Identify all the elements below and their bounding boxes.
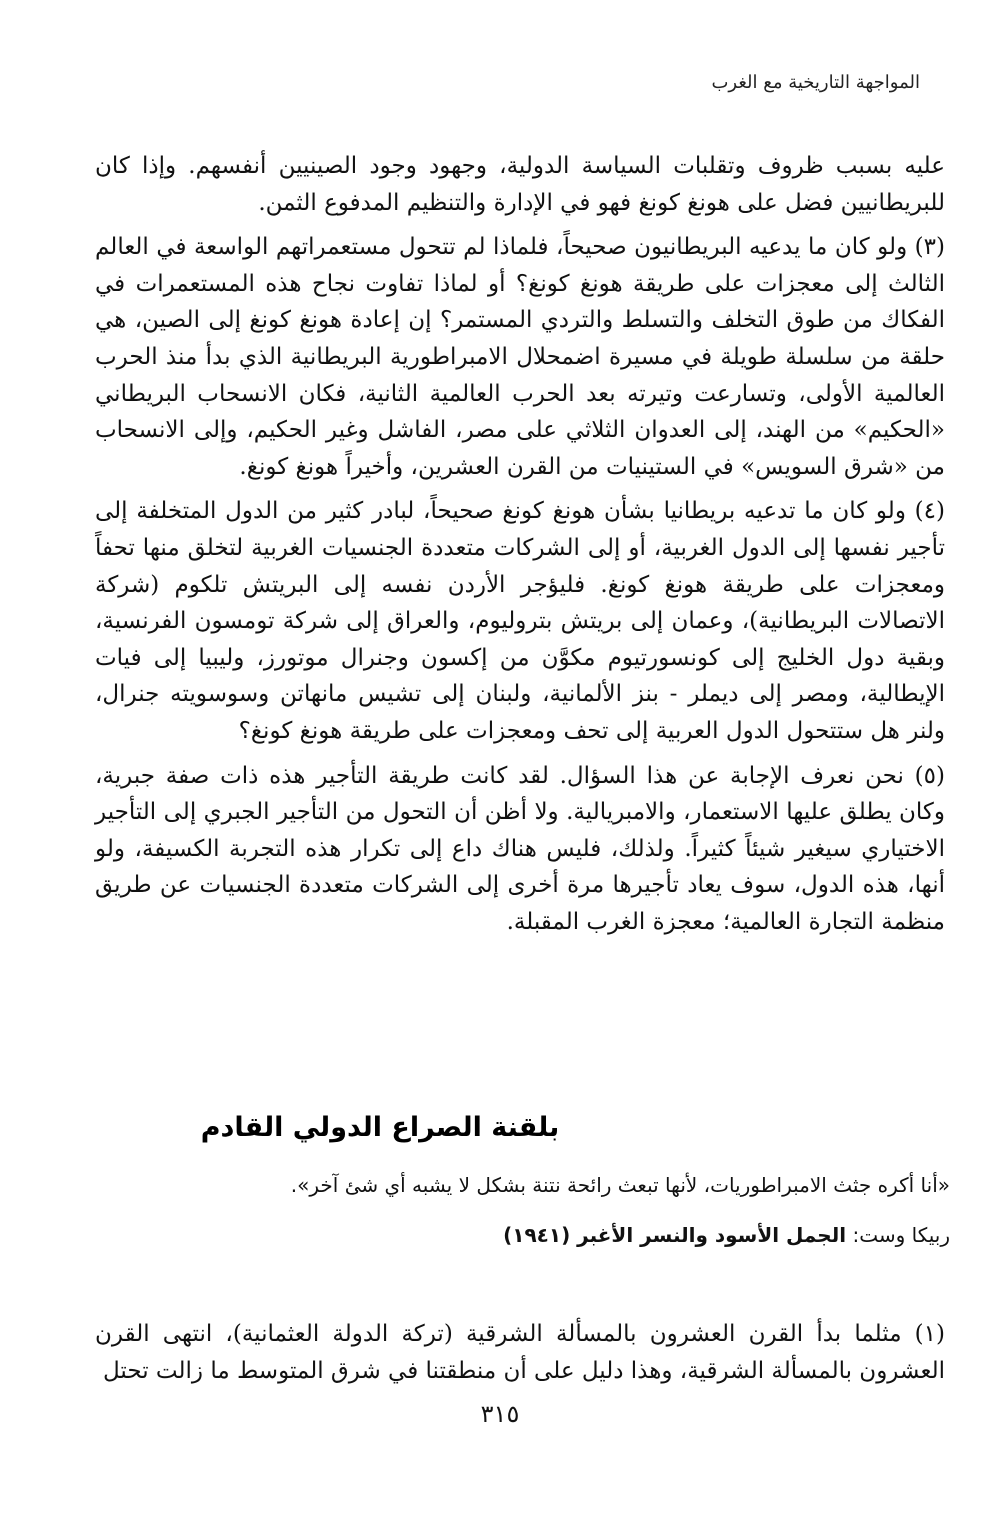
running-header: المواجهة التاريخية مع الغرب — [711, 72, 920, 93]
section-paragraph-1: (١) مثلما بدأ القرن العشرون بالمسألة الشرقية (تركة الدولة العثمانية)، انتهى القرن العشرون بالمسألة الشرقية، وهذا دليل على أن منطقتنا في شرق المتوسط ما زالت تحتل — [95, 1321, 945, 1384]
section-heading: بلقنة الصراع الدولي القادم — [200, 1112, 560, 1143]
paragraph-4: (٤) ولو كان ما تدعيه بريطانيا بشأن هونغ كونغ صحيحاً، لبادر كثير من الدول المتخلفة إلى تأجير نفسها إلى الدول الغربية، أو إلى الشركات متعددة الجنسيات الغربية لتخلق منها تحفاً ومعجزات على طريقة هونغ كونغ. فليؤجر الأردن نفسه إلى البريتش تلكوم (شركة الاتصالات البريطانية)، وعمان إلى بريتش بتروليوم، والعراق إلى شركة تومسون الفرنسية، وبقية دول الخليج إلى كونسورتيوم مكوَّن من إكسون وجنرال موتورز، وليبيا إلى فيات الإيطالية، ومصر إلى ديملر - بنز الألمانية، ولبنان إلى تشيس مانهاتن وسوسويته جنرال، ولنر هل ستتحول الدول العربية إلى تحف ومعجزات على طريقة هونغ كونغ؟ — [95, 498, 945, 744]
epigraph — [95, 1166, 950, 1254]
paragraph-3: (٣) ولو كان ما يدعيه البريطانيون صحيحاً، فلماذا لم تتحول مستعمراتهم الواسعة في العالم الثالث إلى معجزات على طريقة هونغ كونغ؟ أو لماذا تفاوت نجاح هذه المستعمرات في الفكاك من طوق التخلف والتسلط والتردي المستمر؟ إن إعادة هونغ كونغ إلى الصين، هي حلقة من سلسلة طويلة في مسيرة اضمحلال الامبراطورية البريطانية الذي بدأ منذ الحرب العالمية الأولى، وتسارعت وتيرته بعد الحرب العالمية الثانية، فكان الانسحاب البريطاني «الحكيم» من الهند، إلى العدوان الثلاثي على مصر، الفاشل وغير الحكيم، وإلى الانسحاب من «شرق السويس» في الستينيات من القرن العشرين، وأخيراً هونغ كونغ. — [95, 234, 945, 480]
epigraph-author: ربيكا وست: — [846, 1223, 950, 1247]
page-number: ٣١٥ — [480, 1400, 520, 1428]
section-text — [95, 1316, 945, 1389]
paragraph-continuation: عليه بسبب ظروف وتقلبات السياسة الدولية، وجهود وجود الصينيين أنفسهم. وإذا كان للبريطانيين فضل على هونغ كونغ فهو في الإدارة والتنظيم المدفوع الثمن. — [95, 153, 945, 216]
epigraph-quote: «أنا أكره جثث الامبراطوريات، لأنها تبعث رائحة نتنة بشكل لا يشبه أي شئ آخر». — [290, 1173, 950, 1197]
body-text — [95, 148, 945, 948]
epigraph-source-title: الجمل الأسود والنسر الأغبر (١٩٤١) — [503, 1223, 847, 1247]
paragraph-5: (٥) نحن نعرف الإجابة عن هذا السؤال. لقد كانت طريقة التأجير هذه ذات صفة جبرية، وكان يطلق عليها الاستعمار، والامبريالية. ولا أظن أن التحول من التأجير الجبري إلى التأجير الاختياري سيغير شيئاً كثيراً. ولذلك، فليس هناك داع إلى تكرار هذه التجربة الكسيفة، ولو أنها، هذه الدول، سوف يعاد تأجيرها مرة أخرى إلى الشركات متعددة الجنسيات عن طريق منظمة التجارة العالمية؛ معجزة الغرب المقبلة. — [95, 762, 945, 935]
epigraph-attribution — [95, 1216, 950, 1254]
